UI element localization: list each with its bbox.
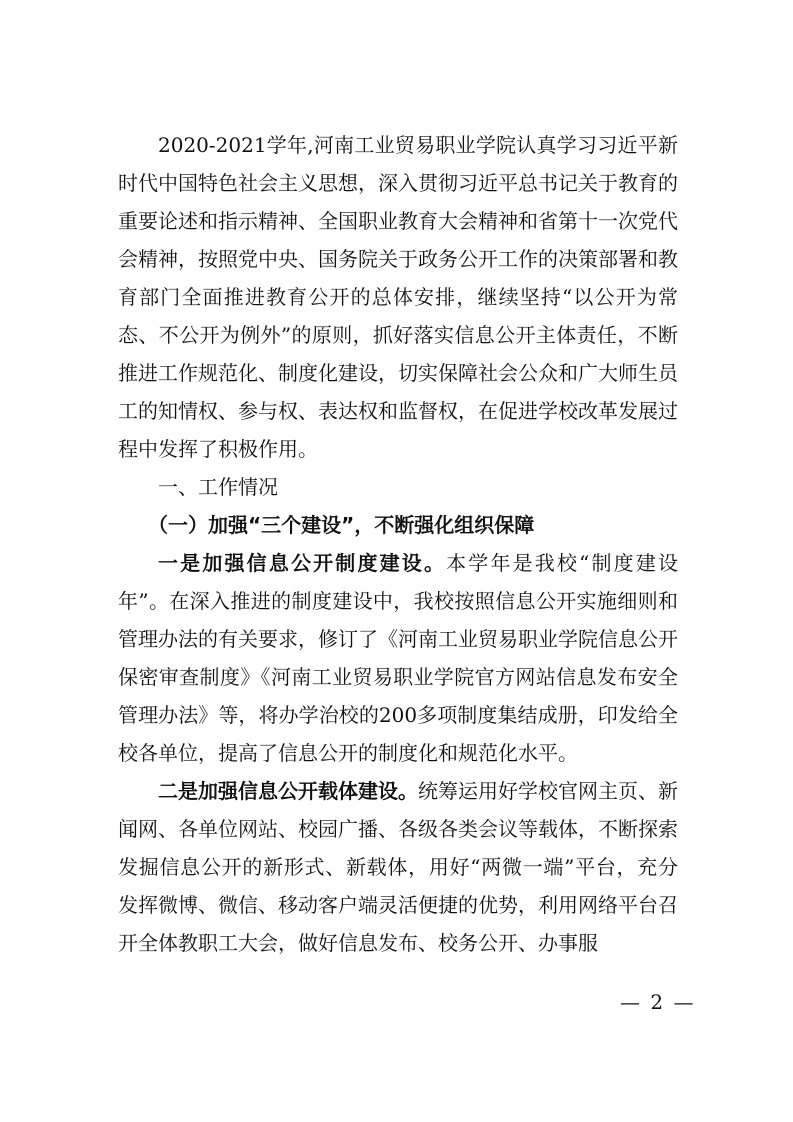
paragraph-body: 统筹运用好学校官网主页、新闻网、各单位网站、校园广播、各级各类会议等载体，不断探索发掘信息公开的新形式、新载体，用好“两微一端”平台，充分发挥微博、微信、移动客户端灵活便捷的优势，利用网络平台召开全体教职工大会，做好信息发布、校务公开、办事服 (118, 779, 678, 955)
system-building-paragraph (118, 544, 678, 772)
carrier-building-paragraph (118, 772, 678, 962)
paragraph-body: 本学年是我校“制度建设年”。在深入推进的制度建设中，我校按照信息公开实施细则和管理办法的有关要求，修订了《河南工业贸易职业学院信息公开保密审查制度》《河南工业贸易职业学院官方网站信息发布安全管理办法》等，将办学治校的200多项制度集结成册，印发给全校各单位，提高了信息公开的制度化和规范化水平。 (118, 551, 679, 765)
paragraph-lead: 二是加强信息公开载体建设。 (158, 779, 418, 803)
document-body (118, 126, 678, 962)
subsection-heading: （一）加强“三个建设”，不断强化组织保障 (148, 513, 535, 537)
page-number: — 2 — (620, 990, 696, 1014)
section-heading: 一、工作情况 (158, 475, 278, 499)
intro-paragraph: 2020-2021学年,河南工业贸易职业学院认真学习习近平新时代中国特色社会主义思想，深入贯彻习近平总书记关于教育的重要论述和指示精神、全国职业教育大会精神和省第十一次党代会精神，按照党中央、国务院关于政务公开工作的决策部署和教育部门全面推进教育公开的总体安排，继续坚持“以公开为常态、不公开为例外”的原则，抓好落实信息公开主体责任，不断推进工作规范化、制度化建设，切实保障社会公众和广大师生员工的知情权、参与权、表达权和监督权，在促进学校改革发展过程中发挥了积极作用。 (118, 133, 678, 461)
paragraph-lead: 一是加强信息公开制度建设。 (158, 551, 447, 575)
